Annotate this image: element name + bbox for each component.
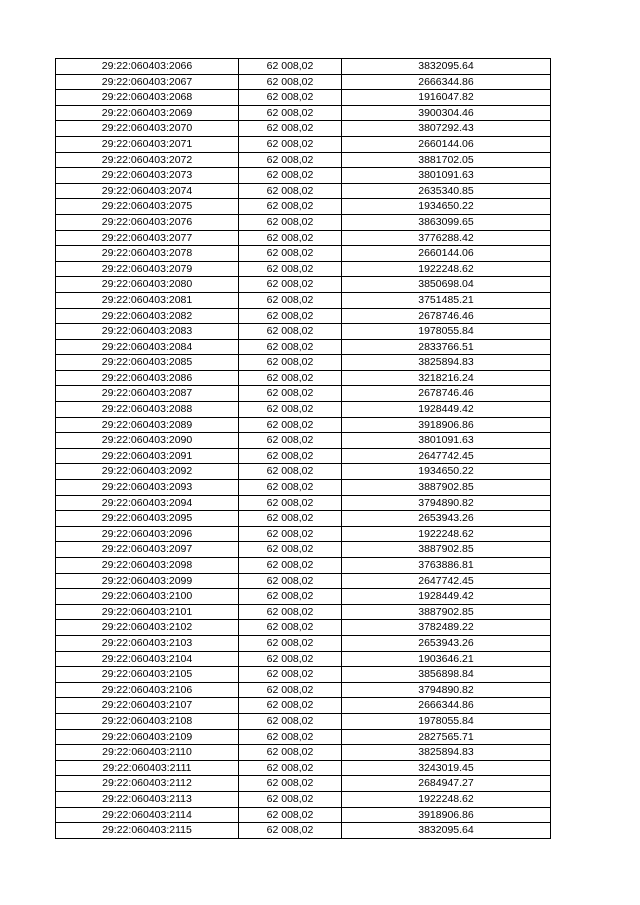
- value-cell: 2660144.06: [342, 136, 551, 152]
- area-cell: 62 008,02: [239, 573, 342, 589]
- cadastral-number-cell: 29:22:060403:2079: [56, 261, 239, 277]
- table-row: [56, 214, 551, 230]
- value-cell: 1934650.22: [342, 199, 551, 215]
- table-row: [56, 620, 551, 636]
- cadastral-number-cell: 29:22:060403:2099: [56, 573, 239, 589]
- table-row: [56, 791, 551, 807]
- value-cell: 3243019.45: [342, 760, 551, 776]
- table-row: [56, 760, 551, 776]
- table-row: [56, 261, 551, 277]
- table-row: [56, 448, 551, 464]
- area-cell: 62 008,02: [239, 526, 342, 542]
- value-cell: 2827565.71: [342, 729, 551, 745]
- value-cell: 3887902.85: [342, 542, 551, 558]
- cadastral-number-cell: 29:22:060403:2076: [56, 214, 239, 230]
- value-cell: 1922248.62: [342, 791, 551, 807]
- cadastral-number-cell: 29:22:060403:2083: [56, 324, 239, 340]
- area-cell: 62 008,02: [239, 261, 342, 277]
- area-cell: 62 008,02: [239, 558, 342, 574]
- value-cell: 3801091.63: [342, 433, 551, 449]
- value-cell: 1978055.84: [342, 713, 551, 729]
- table-row: [56, 573, 551, 589]
- area-cell: 62 008,02: [239, 620, 342, 636]
- table-row: [56, 386, 551, 402]
- value-cell: 1928449.42: [342, 402, 551, 418]
- cadastral-number-cell: 29:22:060403:2106: [56, 682, 239, 698]
- cadastral-values-table: [55, 58, 551, 839]
- cadastral-number-cell: 29:22:060403:2091: [56, 448, 239, 464]
- area-cell: 62 008,02: [239, 246, 342, 262]
- cadastral-number-cell: 29:22:060403:2114: [56, 807, 239, 823]
- table-row: [56, 199, 551, 215]
- area-cell: 62 008,02: [239, 136, 342, 152]
- area-cell: 62 008,02: [239, 168, 342, 184]
- value-cell: 2647742.45: [342, 573, 551, 589]
- value-cell: 2666344.86: [342, 74, 551, 90]
- table-row: [56, 589, 551, 605]
- cadastral-number-cell: 29:22:060403:2087: [56, 386, 239, 402]
- area-cell: 62 008,02: [239, 464, 342, 480]
- cadastral-number-cell: 29:22:060403:2108: [56, 713, 239, 729]
- area-cell: 62 008,02: [239, 214, 342, 230]
- cadastral-number-cell: 29:22:060403:2096: [56, 526, 239, 542]
- cadastral-number-cell: 29:22:060403:2107: [56, 698, 239, 714]
- cadastral-number-cell: 29:22:060403:2101: [56, 604, 239, 620]
- table-row: [56, 558, 551, 574]
- cadastral-number-cell: 29:22:060403:2071: [56, 136, 239, 152]
- value-cell: 3832095.64: [342, 59, 551, 75]
- cadastral-number-cell: 29:22:060403:2100: [56, 589, 239, 605]
- table-row: [56, 745, 551, 761]
- table-row: [56, 370, 551, 386]
- area-cell: 62 008,02: [239, 152, 342, 168]
- table-row: [56, 308, 551, 324]
- value-cell: 3887902.85: [342, 604, 551, 620]
- area-cell: 62 008,02: [239, 90, 342, 106]
- area-cell: 62 008,02: [239, 480, 342, 496]
- table-row: [56, 355, 551, 371]
- area-cell: 62 008,02: [239, 713, 342, 729]
- area-cell: 62 008,02: [239, 667, 342, 683]
- value-cell: 3794890.82: [342, 682, 551, 698]
- value-cell: 3863099.65: [342, 214, 551, 230]
- table-row: [56, 277, 551, 293]
- table-row: [56, 183, 551, 199]
- area-cell: 62 008,02: [239, 59, 342, 75]
- table-row: [56, 402, 551, 418]
- area-cell: 62 008,02: [239, 308, 342, 324]
- cadastral-number-cell: 29:22:060403:2075: [56, 199, 239, 215]
- value-cell: 1978055.84: [342, 324, 551, 340]
- cadastral-number-cell: 29:22:060403:2104: [56, 651, 239, 667]
- value-cell: 3900304.46: [342, 105, 551, 121]
- area-cell: 62 008,02: [239, 791, 342, 807]
- table-row: [56, 495, 551, 511]
- area-cell: 62 008,02: [239, 823, 342, 839]
- cadastral-number-cell: 29:22:060403:2077: [56, 230, 239, 246]
- cadastral-number-cell: 29:22:060403:2090: [56, 433, 239, 449]
- table-row: [56, 417, 551, 433]
- table-row: [56, 698, 551, 714]
- area-cell: 62 008,02: [239, 635, 342, 651]
- value-cell: 2647742.45: [342, 448, 551, 464]
- area-cell: 62 008,02: [239, 339, 342, 355]
- area-cell: 62 008,02: [239, 74, 342, 90]
- table-row: [56, 682, 551, 698]
- value-cell: 2653943.26: [342, 635, 551, 651]
- table-row: [56, 136, 551, 152]
- table-row: [56, 480, 551, 496]
- value-cell: 1916047.82: [342, 90, 551, 106]
- cadastral-number-cell: 29:22:060403:2081: [56, 292, 239, 308]
- cadastral-number-cell: 29:22:060403:2103: [56, 635, 239, 651]
- cadastral-number-cell: 29:22:060403:2112: [56, 776, 239, 792]
- table-row: [56, 776, 551, 792]
- value-cell: 1928449.42: [342, 589, 551, 605]
- table-row: [56, 74, 551, 90]
- value-cell: 3918906.86: [342, 417, 551, 433]
- table-row: [56, 542, 551, 558]
- table-row: [56, 823, 551, 839]
- area-cell: 62 008,02: [239, 651, 342, 667]
- cadastral-number-cell: 29:22:060403:2092: [56, 464, 239, 480]
- cadastral-number-cell: 29:22:060403:2078: [56, 246, 239, 262]
- table-row: [56, 464, 551, 480]
- value-cell: 2833766.51: [342, 339, 551, 355]
- area-cell: 62 008,02: [239, 589, 342, 605]
- value-cell: 2684947.27: [342, 776, 551, 792]
- table-row: [56, 230, 551, 246]
- cadastral-number-cell: 29:22:060403:2102: [56, 620, 239, 636]
- table-row: [56, 168, 551, 184]
- value-cell: 3801091.63: [342, 168, 551, 184]
- area-cell: 62 008,02: [239, 698, 342, 714]
- value-cell: 3218216.24: [342, 370, 551, 386]
- value-cell: 1922248.62: [342, 261, 551, 277]
- cadastral-number-cell: 29:22:060403:2080: [56, 277, 239, 293]
- area-cell: 62 008,02: [239, 448, 342, 464]
- area-cell: 62 008,02: [239, 729, 342, 745]
- value-cell: 2678746.46: [342, 386, 551, 402]
- area-cell: 62 008,02: [239, 105, 342, 121]
- cadastral-number-cell: 29:22:060403:2074: [56, 183, 239, 199]
- table-row: [56, 635, 551, 651]
- area-cell: 62 008,02: [239, 682, 342, 698]
- value-cell: 3887902.85: [342, 480, 551, 496]
- value-cell: 3825894.83: [342, 355, 551, 371]
- area-cell: 62 008,02: [239, 433, 342, 449]
- cadastral-number-cell: 29:22:060403:2073: [56, 168, 239, 184]
- cadastral-number-cell: 29:22:060403:2067: [56, 74, 239, 90]
- table-row: [56, 339, 551, 355]
- area-cell: 62 008,02: [239, 199, 342, 215]
- value-cell: 2666344.86: [342, 698, 551, 714]
- value-cell: 3807292.43: [342, 121, 551, 137]
- value-cell: 3856898.84: [342, 667, 551, 683]
- cadastral-number-cell: 29:22:060403:2098: [56, 558, 239, 574]
- cadastral-number-cell: 29:22:060403:2084: [56, 339, 239, 355]
- cadastral-number-cell: 29:22:060403:2109: [56, 729, 239, 745]
- table-row: [56, 713, 551, 729]
- table-row: [56, 59, 551, 75]
- area-cell: 62 008,02: [239, 604, 342, 620]
- cadastral-number-cell: 29:22:060403:2085: [56, 355, 239, 371]
- area-cell: 62 008,02: [239, 402, 342, 418]
- value-cell: 3776288.42: [342, 230, 551, 246]
- value-cell: 2653943.26: [342, 511, 551, 527]
- area-cell: 62 008,02: [239, 277, 342, 293]
- table-row: [56, 324, 551, 340]
- area-cell: 62 008,02: [239, 183, 342, 199]
- value-cell: 3751485.21: [342, 292, 551, 308]
- table-row: [56, 90, 551, 106]
- cadastral-number-cell: 29:22:060403:2093: [56, 480, 239, 496]
- cadastral-number-cell: 29:22:060403:2068: [56, 90, 239, 106]
- cadastral-number-cell: 29:22:060403:2110: [56, 745, 239, 761]
- table-row: [56, 152, 551, 168]
- value-cell: 1922248.62: [342, 526, 551, 542]
- cadastral-number-cell: 29:22:060403:2066: [56, 59, 239, 75]
- area-cell: 62 008,02: [239, 386, 342, 402]
- value-cell: 2635340.85: [342, 183, 551, 199]
- value-cell: 3918906.86: [342, 807, 551, 823]
- cadastral-number-cell: 29:22:060403:2094: [56, 495, 239, 511]
- area-cell: 62 008,02: [239, 324, 342, 340]
- cadastral-number-cell: 29:22:060403:2086: [56, 370, 239, 386]
- table-row: [56, 651, 551, 667]
- cadastral-number-cell: 29:22:060403:2115: [56, 823, 239, 839]
- area-cell: 62 008,02: [239, 370, 342, 386]
- cadastral-number-cell: 29:22:060403:2105: [56, 667, 239, 683]
- area-cell: 62 008,02: [239, 511, 342, 527]
- area-cell: 62 008,02: [239, 230, 342, 246]
- cadastral-number-cell: 29:22:060403:2111: [56, 760, 239, 776]
- cadastral-number-cell: 29:22:060403:2082: [56, 308, 239, 324]
- table-row: [56, 604, 551, 620]
- table-body: [56, 59, 551, 839]
- table-row: [56, 121, 551, 137]
- cadastral-number-cell: 29:22:060403:2088: [56, 402, 239, 418]
- cadastral-number-cell: 29:22:060403:2113: [56, 791, 239, 807]
- area-cell: 62 008,02: [239, 745, 342, 761]
- value-cell: 3881702.05: [342, 152, 551, 168]
- value-cell: 1934650.22: [342, 464, 551, 480]
- area-cell: 62 008,02: [239, 417, 342, 433]
- area-cell: 62 008,02: [239, 495, 342, 511]
- area-cell: 62 008,02: [239, 121, 342, 137]
- table-row: [56, 667, 551, 683]
- value-cell: 3794890.82: [342, 495, 551, 511]
- value-cell: 2678746.46: [342, 308, 551, 324]
- value-cell: 3832095.64: [342, 823, 551, 839]
- area-cell: 62 008,02: [239, 292, 342, 308]
- value-cell: 3782489.22: [342, 620, 551, 636]
- table-row: [56, 807, 551, 823]
- table-row: [56, 433, 551, 449]
- table-row: [56, 105, 551, 121]
- table-row: [56, 292, 551, 308]
- value-cell: 3825894.83: [342, 745, 551, 761]
- table-row: [56, 246, 551, 262]
- table-row: [56, 511, 551, 527]
- cadastral-number-cell: 29:22:060403:2070: [56, 121, 239, 137]
- value-cell: 1903646.21: [342, 651, 551, 667]
- cadastral-number-cell: 29:22:060403:2069: [56, 105, 239, 121]
- value-cell: 3763886.81: [342, 558, 551, 574]
- area-cell: 62 008,02: [239, 760, 342, 776]
- table-row: [56, 729, 551, 745]
- cadastral-number-cell: 29:22:060403:2097: [56, 542, 239, 558]
- value-cell: 2660144.06: [342, 246, 551, 262]
- cadastral-number-cell: 29:22:060403:2095: [56, 511, 239, 527]
- cadastral-number-cell: 29:22:060403:2072: [56, 152, 239, 168]
- area-cell: 62 008,02: [239, 355, 342, 371]
- area-cell: 62 008,02: [239, 542, 342, 558]
- area-cell: 62 008,02: [239, 776, 342, 792]
- cadastral-number-cell: 29:22:060403:2089: [56, 417, 239, 433]
- area-cell: 62 008,02: [239, 807, 342, 823]
- table-row: [56, 526, 551, 542]
- value-cell: 3850698.04: [342, 277, 551, 293]
